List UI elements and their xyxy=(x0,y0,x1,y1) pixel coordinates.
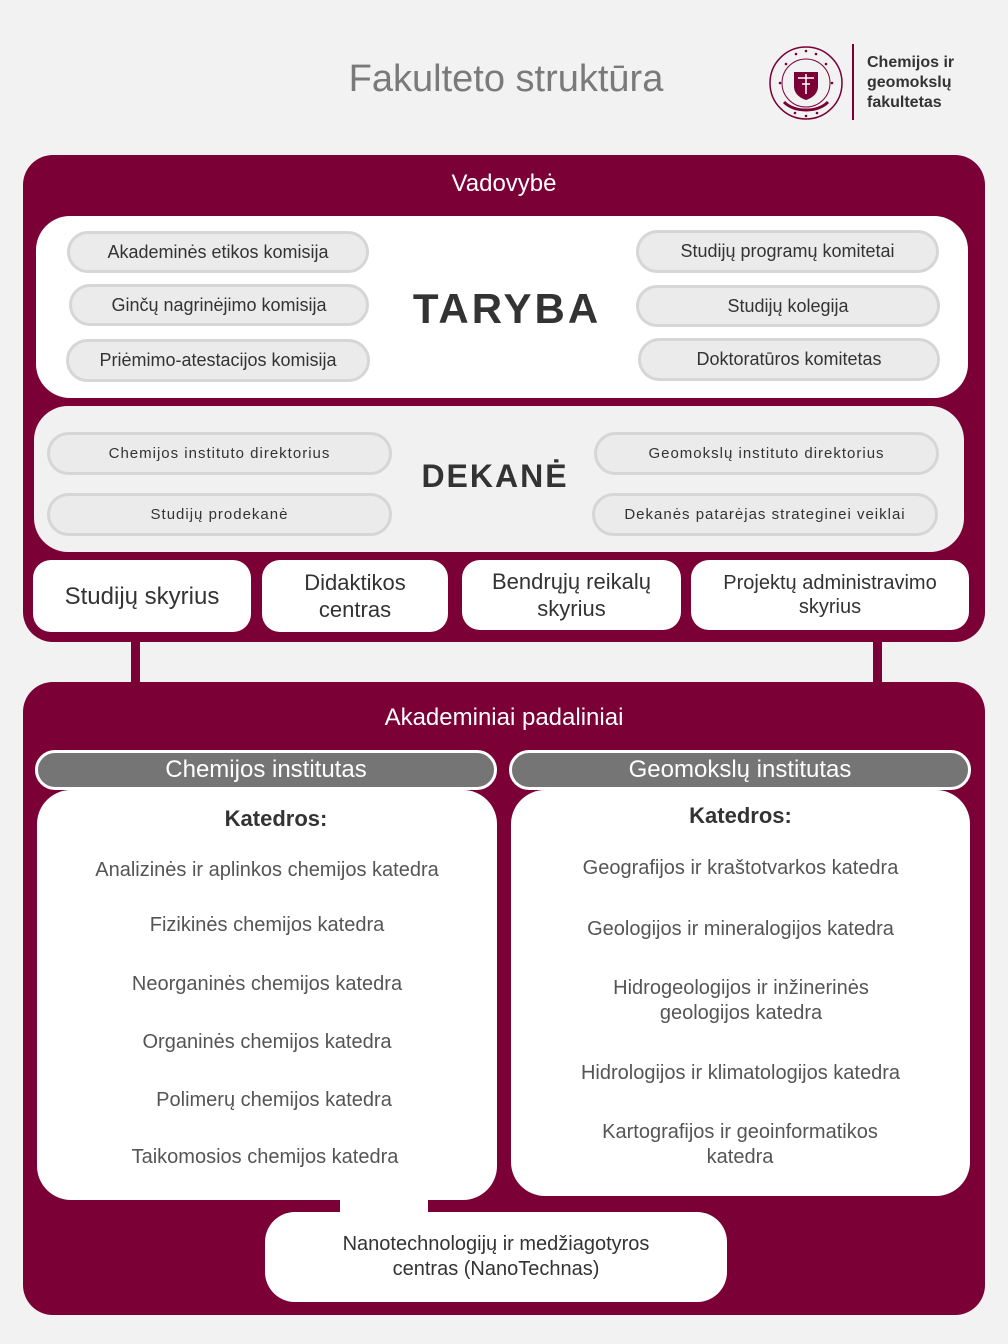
faculty-logo-text xyxy=(867,53,997,113)
taryba-left-item: Ginčų nagrinėjimo komisija xyxy=(69,284,369,326)
taryba-left-item: Akademinės etikos komisija xyxy=(67,231,369,273)
chemijos-katedra: Polimerų chemijos katedra xyxy=(156,1089,392,1111)
geomokslu-institutas-header: Geomokslų institutas xyxy=(509,750,971,790)
geomokslu-katedra: Geologijos ir mineralogijos katedra xyxy=(587,918,894,940)
chemijos-katedra: Neorganinės chemijos katedra xyxy=(131,973,403,995)
page-title: Fakulteto struktūra xyxy=(348,58,664,100)
chemijos-institutas-header: Chemijos institutas xyxy=(35,750,497,790)
taryba-right-item: Doktoratūros komitetas xyxy=(638,338,940,381)
taryba-label: TARYBA xyxy=(412,285,602,332)
taryba-left-item: Priėmimo-atestacijos komisija xyxy=(66,339,370,382)
akademiniai-title: Akademiniai padaliniai xyxy=(384,704,624,731)
geomokslu-katedra: Hidrologijos ir klimatologijos katedra xyxy=(580,1062,901,1084)
geomokslu-katedra: Kartografijos ir geoinformatikos katedra xyxy=(602,1121,878,1168)
vadovybe-title: Vadovybė xyxy=(451,170,557,197)
chemijos-katedra: Organinės chemijos katedra xyxy=(142,1031,392,1053)
unit-projektu-administravimo: Projektų administravimo skyrius xyxy=(691,560,969,630)
unit-didaktikos-centras: Didaktikos centras xyxy=(262,560,448,632)
chemijos-katedra: Fizikinės chemijos katedra xyxy=(149,914,385,936)
university-seal-icon xyxy=(768,42,844,124)
geomokslu-katedros-label: Katedros: xyxy=(689,803,792,828)
geomokslu-katedra: Geografijos ir kraštotvarkos katedra xyxy=(582,857,899,879)
dekane-left-item: Studijų prodekanė xyxy=(47,493,392,536)
dekane-label: DEKANĖ xyxy=(421,458,569,494)
logo-text-line: fakultetas xyxy=(867,94,942,111)
chemijos-katedra: Taikomosios chemijos katedra xyxy=(131,1146,399,1168)
chemijos-katedra: Analizinės ir aplinkos chemijos katedra xyxy=(95,859,439,881)
logo-text-line: Chemijos ir xyxy=(867,54,955,71)
dekane-right-item: Dekanės patarėjas strateginei veiklai xyxy=(592,493,938,536)
taryba-right-item: Studijų programų komitetai xyxy=(636,230,939,273)
dekane-left-item: Chemijos instituto direktorius xyxy=(47,432,392,475)
unit-studiju-skyrius: Studijų skyrius xyxy=(33,560,251,632)
geomokslu-katedra: Hidrogeologijos ir inžinerinės geologijos katedra xyxy=(613,977,869,1024)
taryba-right-item: Studijų kolegija xyxy=(636,285,940,327)
nanotechnas-centras: Nanotechnologijų ir medžiagotyros centras (NanoTechnas) xyxy=(265,1212,727,1302)
logo-text-line: geomokslų xyxy=(867,74,952,91)
logo-divider xyxy=(852,44,854,120)
chemijos-katedros-label: Katedros: xyxy=(224,806,328,831)
dekane-right-item: Geomokslų instituto direktorius xyxy=(594,432,939,475)
unit-bendruju-reikalu: Bendrųjų reikalų skyrius xyxy=(462,560,681,630)
